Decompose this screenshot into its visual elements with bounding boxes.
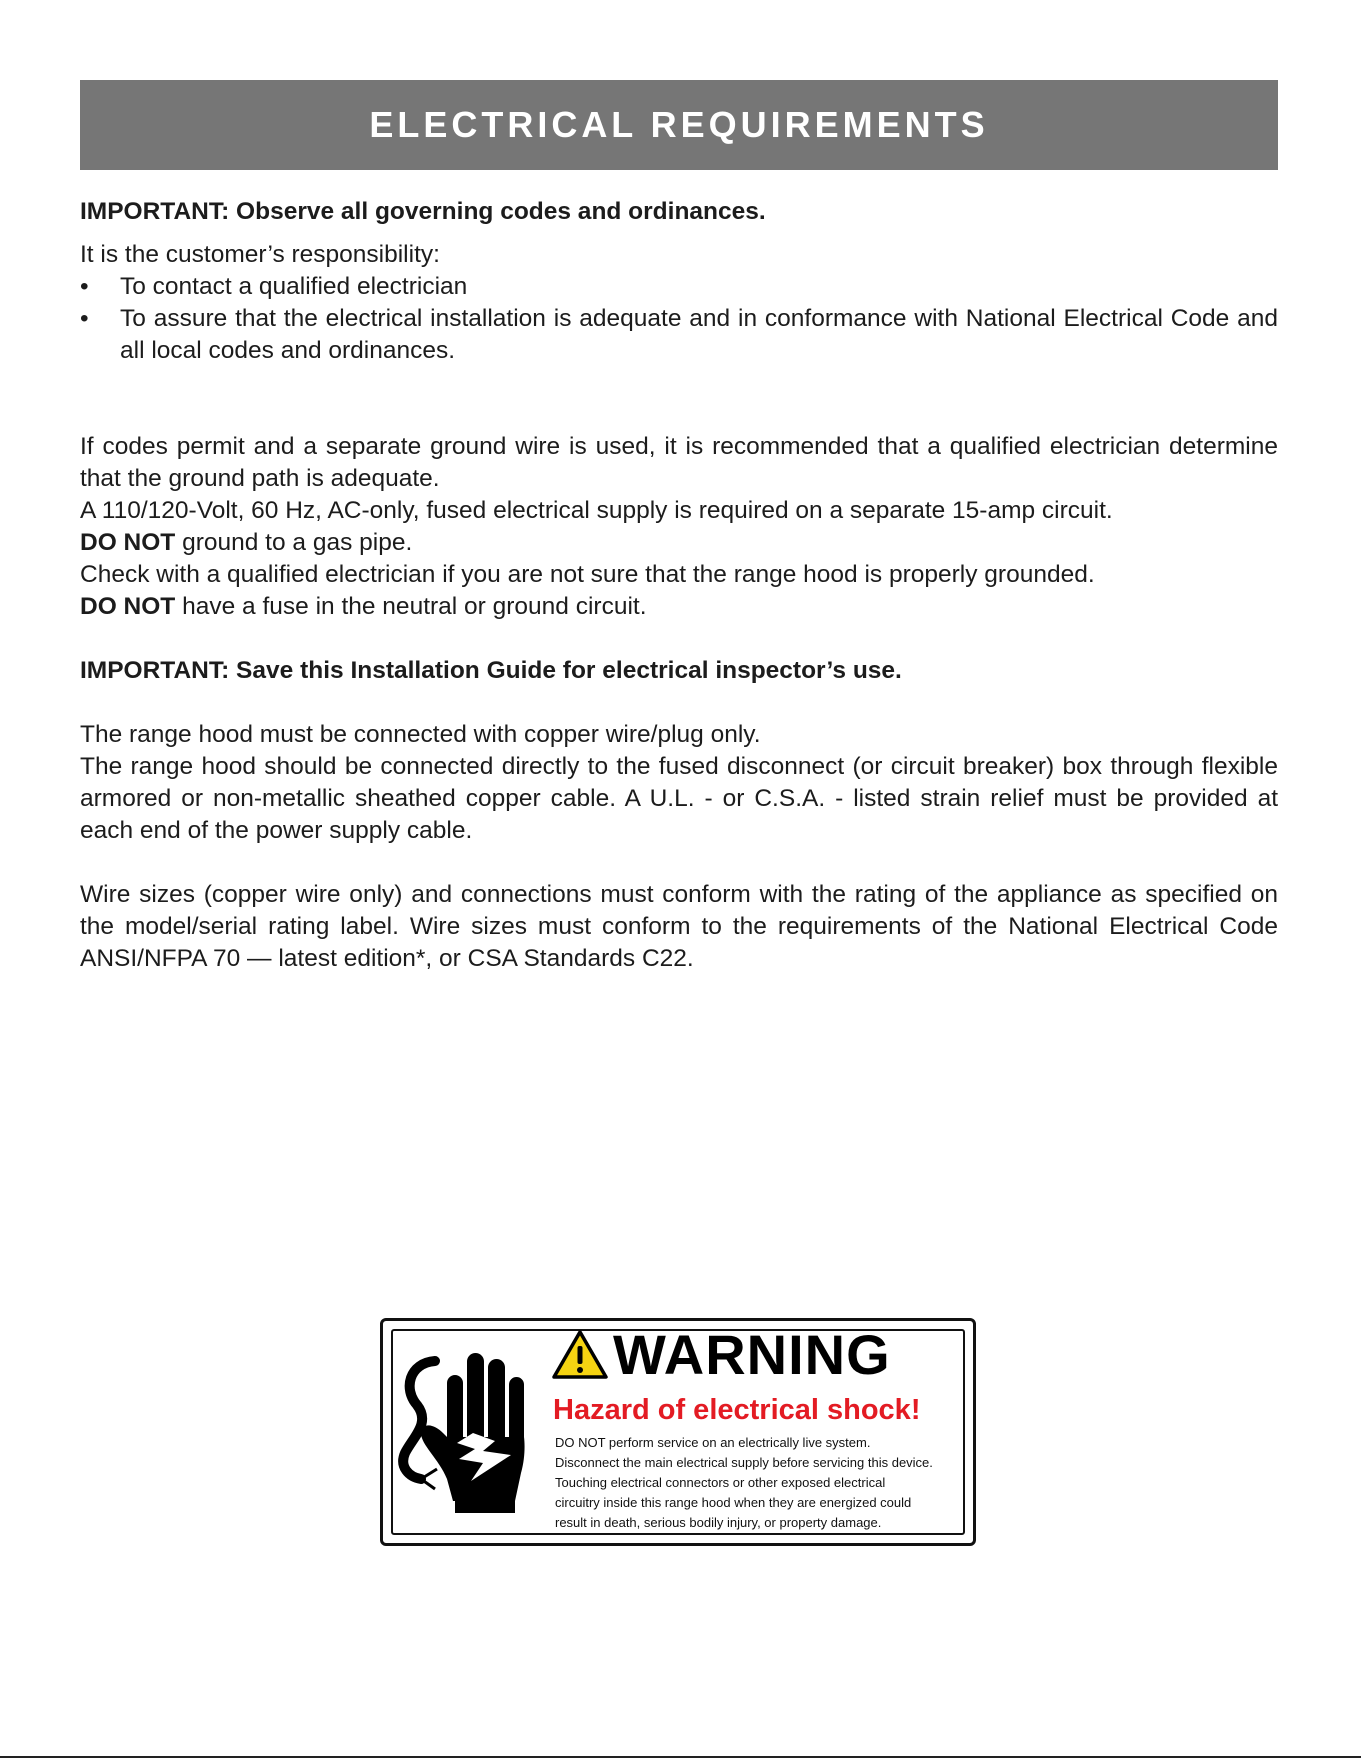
ground-wire-paragraph: If codes permit and a separate ground wire is used, it is recommended that a qualified electrician determine that the ground path is adequate. (80, 433, 1278, 492)
supply-requirement: A 110/120-Volt, 60 Hz, AC-only, fused electrical supply is required on a separate 15-amp circuit. (80, 497, 1113, 524)
important-note-guide: IMPORTANT: Save this Installation Guide for electrical inspector’s use. (80, 657, 902, 684)
warning-line: Disconnect the main electrical supply before servicing this device. (555, 1455, 933, 1470)
wire-sizes-paragraph: Wire sizes (copper wire only) and connections must conform with the rating of the appliance as specified on the model/serial rating label. Wire sizes must conform to the requirements of the National Electrical Code ANSI/NFPA 70 — latest edition*, or CSA Standards C22. (80, 881, 1278, 972)
responsibility-list (80, 271, 1278, 367)
connection-paragraph: The range hood should be connected directly to the fused disconnect (or circuit breaker) box through flexible armored or non-metallic sheathed copper cable. A U.L. - or C.S.A. - listed strain relief must be provided at each end of the power supply cable. (80, 753, 1278, 844)
warning-line: circuitry inside this range hood when they are energized could (555, 1495, 912, 1510)
warning-line: Touching electrical connectors or other exposed electrical (555, 1475, 886, 1490)
warning-subtitle: Hazard of electrical shock! (553, 1394, 921, 1426)
list-item-text: To assure that the electrical installation is adequate and in conformance with National Electrical Code and all local codes and ordinances. (120, 305, 1278, 364)
do-not-label: DO NOT (80, 529, 176, 556)
gas-pipe-warning (80, 527, 1278, 559)
responsibility-intro: It is the customer’s responsibility: (80, 241, 440, 268)
fuse-warning-text: have a fuse in the neutral or ground circuit. (175, 593, 647, 620)
document-body (80, 196, 1278, 975)
warning-line: DO NOT perform service on an electrically live system. (555, 1435, 871, 1450)
bullet-marker: • (80, 305, 89, 332)
warning-label (380, 1318, 976, 1546)
section-title: ELECTRICAL REQUIREMENTS (369, 104, 989, 145)
footer-divider (0, 1756, 1361, 1758)
bullet-marker: • (80, 273, 89, 300)
copper-wire-note: The range hood must be connected with copper wire/plug only. (80, 721, 761, 748)
warning-line: result in death, serious bodily injury, or property damage. (555, 1515, 882, 1530)
warning-triangle-icon (551, 1329, 609, 1381)
important-note-codes: IMPORTANT: Observe all governing codes and ordinances. (80, 198, 766, 225)
section-header-bar (80, 80, 1278, 170)
list-item-text: To contact a qualified electrician (120, 273, 468, 300)
list-item (80, 271, 1278, 303)
gas-pipe-text: ground to a gas pipe. (175, 529, 413, 556)
warning-title: WARNING (613, 1323, 891, 1386)
fuse-warning (80, 591, 1278, 623)
do-not-label: DO NOT (80, 593, 176, 620)
warning-message (555, 1433, 960, 1533)
warning-heading (551, 1325, 891, 1385)
list-item (80, 303, 1278, 367)
grounding-check: Check with a qualified electrician if you are not sure that the range hood is properly grounded. (80, 561, 1095, 588)
hand-shock-icon (395, 1333, 535, 1517)
